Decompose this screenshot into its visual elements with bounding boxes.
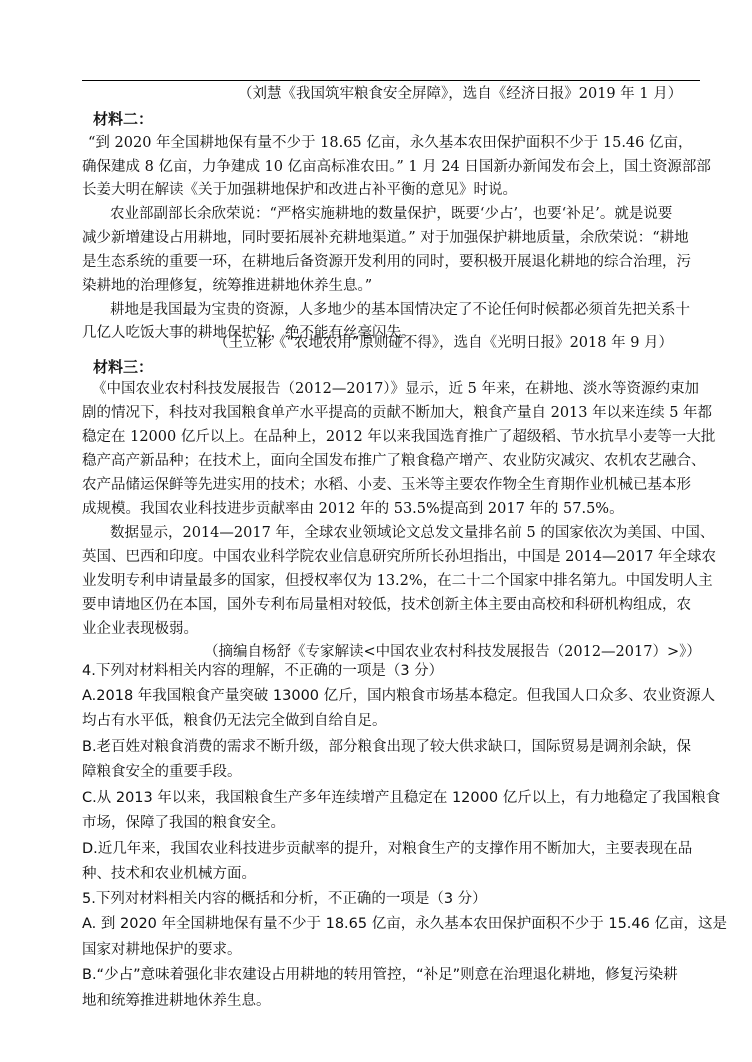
material-2-line: 农业部副部长余欣荣说：“严格实施耕地的数量保护，既要‘少占’，也要‘补足’。就是说要 <box>110 206 673 222</box>
material-3-line: 成规模。我国农业科技进步贡献率由 2012 年的 53.5%提高到 2017 年的 57.5%。 <box>82 501 624 517</box>
question-4-option-line: 均占有水平低，粮食仍无法完全做到自给自足。 <box>82 713 387 729</box>
material-3-line: 数据显示，2014—2017 年，全球农业领域论文总发文量排名前 5 的国家依次为美国、中国、 <box>110 525 715 541</box>
material-2-line: 染耕地的治理修复，统筹推进耕地休养生息。” <box>82 278 373 294</box>
question-5-option-line: B.“少占”意味着强化非农建设占用耕地的转用管控，“补足”则意在治理退化耕地，修复污染耕 <box>82 967 678 983</box>
material-3-heading: 材料三： <box>93 358 154 376</box>
question-5-stem: 5.下列对材料相关内容的概括和分析，不正确的一项是（3 分） <box>82 891 487 907</box>
question-5-option-line: 地和统筹推进耕地休养生息。 <box>82 993 271 1009</box>
question-4-stem: 4.下列对材料相关内容的理解，不正确的一项是（3 分） <box>82 663 444 679</box>
source-citation-1: （刘慧《我国筑牢粮食安全屏障》，选自《经济日报》2019 年 1 月） <box>238 86 683 102</box>
material-2-line: 几亿人吃饭大事的耕地保护好，绝不能有丝毫闪失。 <box>82 325 416 341</box>
material-3-line: 剧的情况下，科技对我国粮食单产水平提高的贡献不断加大，粮食产量自 2013 年以来连续 5 年都 <box>82 405 713 421</box>
source-citation-3: （摘编自杨舒《专家解读<中国农业农村科技发展报告（2012—2017）>》） <box>204 644 701 660</box>
material-3-line: 英国、巴西和印度。中国农业科学院农业信息研究所所长孙坦指出，中国是 2014—2017 年全球农 <box>82 549 717 565</box>
material-3-line: 农产品储运保鲜等先进实用的技术；水稻、小麦、玉米等主要农作物全生育期作业机械已基本形 <box>82 477 691 493</box>
question-4-option-line: D.近几年来，我国农业科技进步贡献率的提升，对粮食生产的支撑作用不断加大，主要表现在品 <box>82 841 693 857</box>
material-3-line: 《中国农业农村科技发展报告（2012—2017）》显示，近 5 年来，在耕地、淡水等资源约束加 <box>92 381 699 397</box>
material-3-line: 业企业表现极弱。 <box>82 621 198 637</box>
question-5-option-line: A. 到 2020 年全国耕地保有量不少于 18.65 亿亩，永久基本农田保护面积不少于 15.46 亿亩，这是 <box>82 916 727 932</box>
material-2-heading: 材料二： <box>93 110 154 128</box>
question-5-option-line: 国家对耕地保护的要求。 <box>82 942 242 958</box>
question-4-option-line: 种、技术和农业机械方面。 <box>82 866 256 882</box>
material-2-line: 长姜大明在解读《关于加强耕地保护和改进占补平衡的意见》时说。 <box>82 182 517 198</box>
material-2-line: 是生态系统的重要一环，在耕地后备资源开发利用的同时，要积极开展退化耕地的综合治理，污 <box>82 254 691 270</box>
question-4-option-line: A.2018 年我国粮食产量突破 13000 亿斤，国内粮食市场基本稳定。但我国人口众多、农业资源人 <box>82 688 716 704</box>
question-4-option-line: C.从 2013 年以来，我国粮食生产多年连续增产且稳定在 12000 亿斤以上，有力地稳定了我国粮食 <box>82 790 721 806</box>
source-citation-2: （王立彬《“农地农用”原则碰不得》，选自《光明日报》2018 年 9 月） <box>214 335 674 351</box>
material-2-line: 减少新增建设占用耕地，同时要拓展补充耕地渠道。” 对于加强保护耕地质量，余欣荣说：“耕地 <box>82 230 689 246</box>
top-divider <box>82 80 700 81</box>
material-3-line: 要申请地区仍在本国，国外专利布局量相对较低，技术创新主体主要由高校和科研机构组成，农 <box>82 597 691 613</box>
material-3-line: 稳产高产新品种；在技术上，面向全国发布推广了粮食稳产增产、农业防灾减灾、农机农艺融合、 <box>82 453 706 469</box>
material-2-line: 确保建成 8 亿亩，力争建成 10 亿亩高标准农田。” 1 月 24 日国新办新闻发布会上，国土资源部部 <box>82 159 711 175</box>
question-4-option-line: B.老百姓对粮食消费的需求不断升级，部分粮食出现了较大供求缺口，国际贸易是调剂余缺，保 <box>82 739 692 755</box>
material-2-line: 耕地是我国最为宝贵的资源，人多地少的基本国情决定了不论任何时候都必须首先把关系十 <box>110 302 690 318</box>
material-3-line: 业发明专利申请量最多的国家，但授权率仅为 13.2%，在二十二个国家中排名第九。中国发明人主 <box>82 573 713 589</box>
material-3-line: 稳定在 12000 亿斤以上。在品种上，2012 年以来我国选育推广了超级稻、节水抗旱小麦等一大批 <box>82 429 716 445</box>
question-4-option-line: 障粮食安全的重要手段。 <box>82 764 242 780</box>
question-4-option-line: 市场，保障了我国的粮食安全。 <box>82 815 285 831</box>
material-2-line: “到 2020 年全国耕地保有量不少于 18.65 亿亩，永久基本农田保护面积不少于 15.46 亿亩， <box>88 135 693 151</box>
